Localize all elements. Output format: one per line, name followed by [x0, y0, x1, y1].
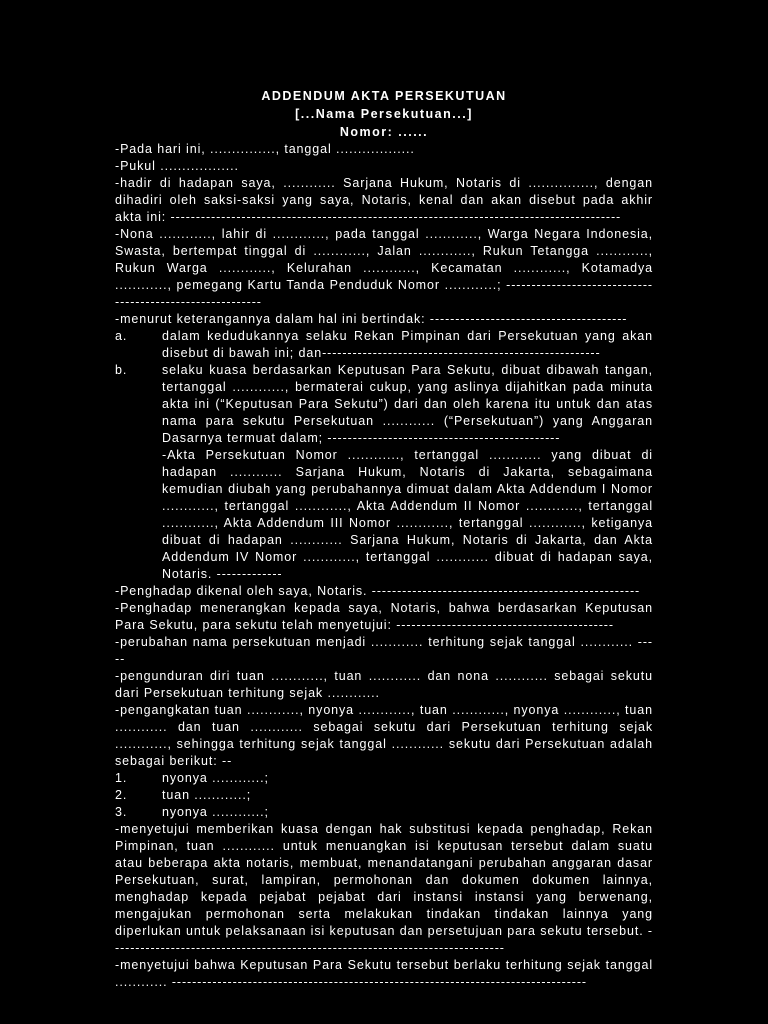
list-item [115, 787, 653, 804]
list-item-a [115, 328, 653, 362]
list-item-text: selaku kuasa berdasarkan Keputusan Para Sekutu, dibuat dibawah tangan, tertanggal ............, bermaterai cukup, yang aslinya dijahitkan pada minuta akta ini (“Keputusan Para Sekutu”) dari dan oleh karena itu untuk dan atas nama para sekutu Persekutuan ............ (“Persekutuan”) yang Anggaran Dasarnya termuat dalam; ---------------------------------------------- [162, 363, 653, 445]
paragraph-power-of-attorney: -menyetujui memberikan kuasa dengan hak substitusi kepada penghadap, Rekan Pimpinan, tuan ............ untuk menuangkan isi keputusan tersebut dalam suatu atau beberapa akta notaris, membuat, menandatangani perubahan anggaran dasar Persekutuan, surat, lampiran, permohonan dan dokumen dokumen lainnya, menghadap kepada pejabat pejabat dari instansi instansi yang berwenang, mengajukan permohonan serta melakukan tindakan tindakan lainnya yang diperlukan untuk pelaksanaan isi keputusan dan persetujuan para sekutu tersebut. ------------------------------------------------------------------------------ [115, 822, 653, 955]
list-item [115, 770, 653, 787]
list-item-b [115, 362, 653, 447]
list-item-text: tuan ............; [162, 788, 252, 802]
list-item-text: dalam kedudukannya selaku Rekan Pimpinan dari Persekutuan yang akan disebut di bawah ini; dan------------------------------------------------------- [162, 329, 653, 360]
paragraph-resignation: -pengunduran diri tuan ............, tuan ............ dan nona ............ sebagai sekutu dari Persekutuan terhitung sejak ............ [115, 669, 653, 700]
paragraph-appointment: -pengangkatan tuan ............, nyonya ............, tuan ............, nyonya ............, tuan ............ dan tuan ............ sebagai sekutu dari Persekutuan terhitung sejak ............, sehingga terhitung sejak tanggal ............ sekutu dari Persekutuan adalah sebagai berikut: -- [115, 703, 653, 768]
paragraph-present: -hadir di hadapan saya, ............ Sarjana Hukum, Notaris di ..............., dengan dihadiri oleh saksi-saksi yang saya, Notaris, kenal dan akan disebut pada akhir akta ini: ----------------------------------------------------------------------------------------- [115, 176, 653, 224]
list-item-b-detail: -Akta Persekutuan Nomor ............, tertanggal ............ yang dibuat di hadapan ............ Sarjana Hukum, Notaris di Jakarta, sebagaimana kemudian diubah yang perubahannya dimuat dalam Akta Addendum I Nomor ............, tertanggal ............, Akta Addendum II Nomor ............, tertanggal ............, Akta Addendum III Nomor ............, tertanggal ............, ketiganya dibuat di hadapan ............ Sarjana Hukum, Notaris di Jakarta, dan Akta Addendum IV Nomor ............, tertanggal ............ dibuat di hadapan saya, Notaris. ------------- [162, 448, 653, 581]
paragraph-identity: -Nona ............, lahir di ............, pada tanggal ............, Warga Negara Indonesia, Swasta, bertempat tinggal di ............, Jalan ............, Rukun Tetangga ............, Rukun Warga ............, Kelurahan ............, Kecamatan ............, Kotamadya ............, pemegang Kartu Tanda Penduduk Nomor ............; ---------------------------------------------------------- [115, 227, 653, 309]
list-item-number: 3. [115, 805, 128, 819]
list-item-text: nyonya ............; [162, 771, 269, 785]
paragraph-date: -Pada hari ini, ..............., tanggal .................. [115, 142, 415, 156]
document-page [115, 87, 653, 991]
list-item-number: a. [115, 329, 128, 343]
list-item-number: b. [115, 363, 128, 377]
list-item-number: 2. [115, 788, 128, 802]
document-number: Nomor: ...... [339, 125, 429, 139]
document-title: ADDENDUM AKTA PERSEKUTUAN [261, 89, 507, 103]
paragraph-name-change: -perubahan nama persekutuan menjadi ............ terhitung sejak tanggal ............ ----- [115, 635, 653, 666]
paragraph-statement: -Penghadap menerangkan kepada saya, Notaris, bahwa berdasarkan Keputusan Para Sekutu, para sekutu telah menyetujui: ------------------------------------------- [115, 601, 653, 632]
paragraph-acting: -menurut keterangannya dalam hal ini bertindak: --------------------------------------- [115, 312, 628, 326]
paragraph-time: -Pukul .................. [115, 159, 239, 173]
list-item-number: 1. [115, 771, 128, 785]
paragraph-known: -Penghadap dikenal oleh saya, Notaris. ----------------------------------------------------- [115, 584, 641, 598]
paragraph-effective-date: -menyetujui bahwa Keputusan Para Sekutu tersebut berlaku terhitung sejak tanggal ............ ---------------------------------------------------------------------------------- [115, 958, 653, 989]
partnership-name: [...Nama Persekutuan...] [295, 107, 473, 121]
list-item-text: nyonya ............; [162, 805, 269, 819]
list-item [115, 804, 653, 821]
